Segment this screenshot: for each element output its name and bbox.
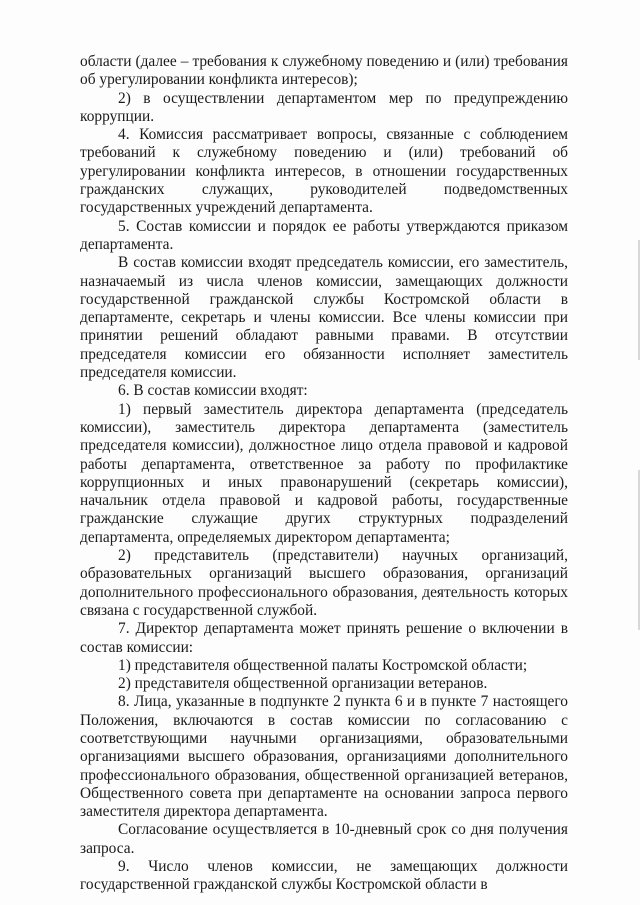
paragraph: 5. Состав комиссии и порядок ее работы утверждаются приказом департамента. — [80, 217, 568, 253]
paragraph: 1) первый заместитель директора департамента (председатель комиссии), заместитель директора департамента (заместитель председателя комиссии), должностное лицо отдела правовой и кадровой работы департамента, ответственное за работу по профилактике коррупционных и иных правонарушений (секретарь комиссии), начальник отдела правовой и кадровой работы, государственные гражданские служащие других структурных подразделений департамента, определяемых директором департамента; — [80, 400, 568, 546]
paragraph: 8. Лица, указанные в подпункте 2 пункта 6 и в пункте 7 настоящего Положения, включаются в состав комиссии по согласованию с соответствующими научными организациями, образовательными организациями высшего образования, организациями дополнительного профессионального образования, общественной организацией ветеранов, Общественного совета при департаменте на основании запроса первого заместителя директора департамента. — [80, 693, 568, 821]
paragraph: Согласование осуществляется в 10-дневный срок со дня получения запроса. — [80, 821, 568, 857]
paragraph: 9. Число членов комиссии, не замещающих должности государственной гражданской службы Костромской области в — [80, 858, 568, 894]
paragraph: 2) представителя общественной организации ветеранов. — [118, 675, 488, 693]
paragraph: 6. В состав комиссии входят: — [118, 382, 308, 400]
paragraph: 4. Комиссия рассматривает вопросы, связанные с соблюдением требований к служебному поведению и (или) требований об урегулировании конфликта интересов, в отношении государственных гражданских служащих, руководителей подведомственных государственных учреждений департамента. — [80, 126, 568, 217]
paragraph: 1) представителя общественной палаты Костромской области; — [118, 656, 528, 674]
paragraph: области (далее – требования к служебному поведению и (или) требования об урегулировании конфликта интересов); — [80, 53, 568, 89]
paragraph: 2) в осуществлении департаментом мер по предупреждению коррупции. — [80, 89, 568, 125]
paragraph: 2) представитель (представители) научных организаций, образовательных организаций высшего образования, организаций дополнительного профессионального образования, деятельность которых связана с государственной службой. — [80, 547, 568, 619]
paragraph: В состав комиссии входят председатель комиссии, его заместитель, назначаемый из числа членов комиссии, замещающих должности государственной гражданской службы Костромской области в департаменте, секретарь и члены комиссии. Все члены комиссии при принятии решений обладают равными правами. В отсутствии председателя комиссии его обязанности исполняет заместитель председателя комиссии. — [80, 254, 568, 382]
document-body — [80, 53, 568, 895]
paragraph: 7. Директор департамента может принять решение о включении в состав комиссии: — [80, 620, 568, 656]
